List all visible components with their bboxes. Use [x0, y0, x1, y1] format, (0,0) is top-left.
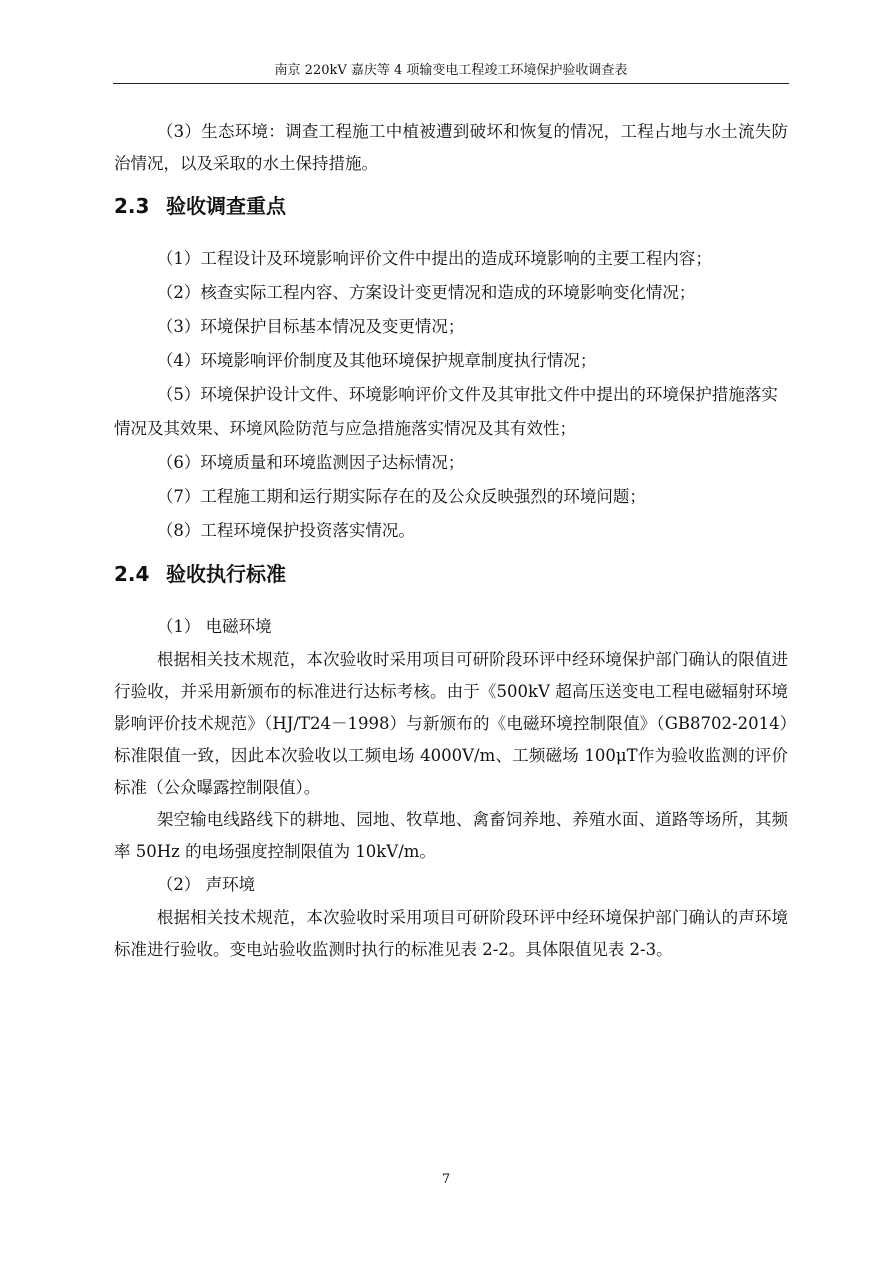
list-item: （7）工程施工期和运行期实际存在的及公众反映强烈的环境问题；	[156, 487, 646, 506]
page-header: 南京 220kV 嘉庆等 4 项输变电工程竣工环境保护验收调查表	[274, 63, 628, 78]
document-body	[114, 116, 788, 966]
overhead-line-paragraph: 架空输电线路线下的耕地、园地、牧草地、禽畜饲养地、养殖水面、道路等场所，其频率 50Hz 的电场强度控制限值为 10kV/m。	[114, 810, 788, 861]
list-item: （3）环境保护目标基本情况及变更情况；	[156, 317, 465, 336]
section-heading-2-3	[114, 180, 788, 232]
header-divider	[113, 83, 789, 84]
section-number: 2.3	[114, 194, 150, 218]
list-item: （2）核查实际工程内容、方案设计变更情况和造成的环境影响变化情况；	[156, 283, 696, 302]
page-number: 7	[441, 1172, 451, 1187]
section-title: 验收调查重点	[166, 194, 286, 218]
list-item: （8）工程环境保护投资落实情况。	[156, 521, 415, 540]
section-heading-2-4	[114, 548, 788, 600]
electromagnetic-paragraph: 根据相关技术规范，本次验收时采用项目可研阶段环评中经环境保护部门确认的限值进行验收，并采用新颁布的标准进行达标考核。由于《500kV 超高压送变电工程电磁辐射环境影响评价技术规范》（HJ/T24－1998）与新颁布的《电磁环境控制限值》（GB8702-2014）标准限值一致，因此本次验收以工频电场 4000V/m、工频磁场 100μT作为验收监测的评价标准（公众曝露控制限值）。	[114, 650, 788, 797]
subsection-title-acoustic: （2） 声环境	[156, 875, 256, 894]
section-number: 2.4	[114, 562, 150, 586]
list-item: （4）环境影响评价制度及其他环境保护规章制度执行情况；	[156, 351, 597, 370]
section-title: 验收执行标准	[166, 562, 286, 586]
acoustic-paragraph: 根据相关技术规范，本次验收时采用项目可研阶段环评中经环境保护部门确认的声环境标准进行验收。变电站验收监测时执行的标准见表 2-2。具体限值见表 2-3。	[114, 908, 788, 959]
list-item: （5）环境保护设计文件、环境影响评价文件及其审批文件中提出的环境保护措施落实情况及其效果、环境风险防范与应急措施落实情况及其有效性；	[114, 385, 778, 438]
list-item: （6）环境质量和环境监测因子达标情况；	[156, 453, 465, 472]
subsection-title-electromagnetic: （1） 电磁环境	[156, 617, 272, 636]
list-item: （1）工程设计及环境影响评价文件中提出的造成环境影响的主要工程内容；	[156, 249, 712, 268]
ecology-paragraph: （3）生态环境：调查工程施工中植被遭到破坏和恢复的情况，工程占地与水土流失防治情况，以及采取的水土保持措施。	[114, 122, 788, 173]
